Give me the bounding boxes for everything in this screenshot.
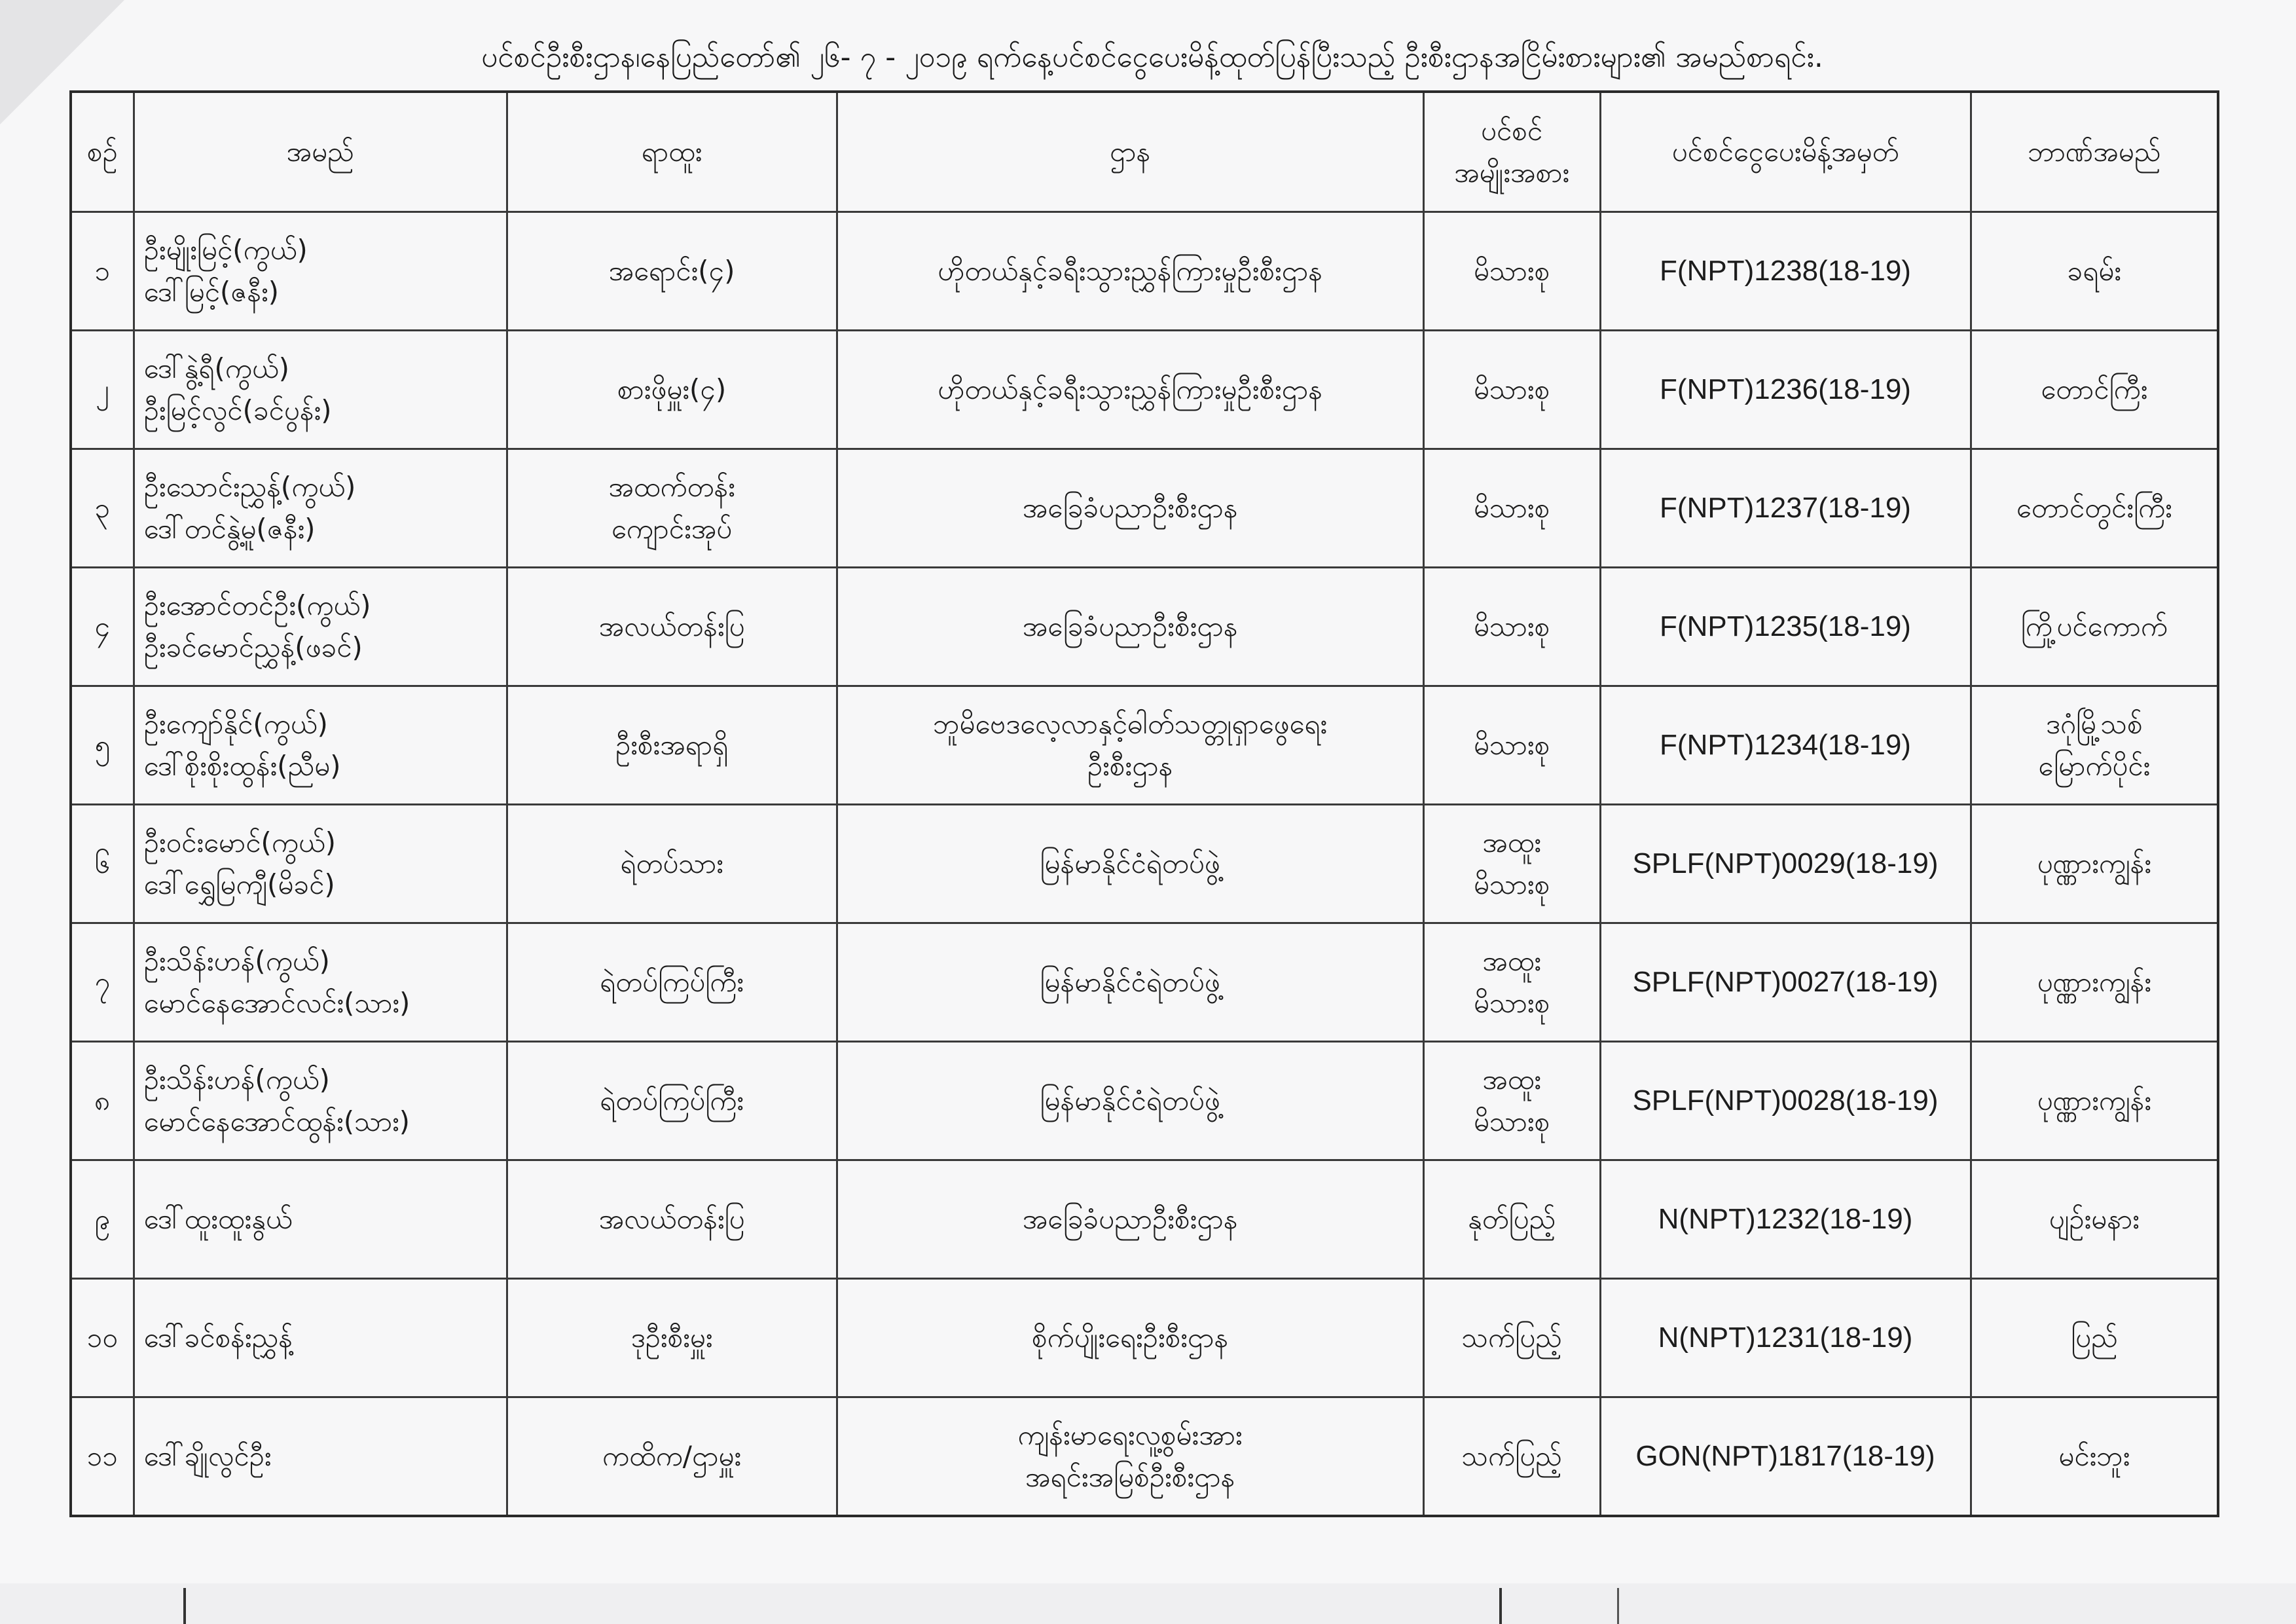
cell-license-number: F(NPT)1236(18-19) <box>1600 331 1971 449</box>
cell-license-number: N(NPT)1231(18-19) <box>1600 1279 1971 1397</box>
cell-position-line1: ဦးစီးအရာရှိ <box>615 729 729 761</box>
cell-pension-type-line1: အထူး <box>1482 945 1541 977</box>
header-pension-type <box>1423 92 1600 212</box>
cell-department-line1: ကျန်းမာရေးလူ့စွမ်းအား <box>1017 1419 1243 1451</box>
cell-name-line1: ဒေါ်နွဲ့ရီ(ကွယ်) <box>143 352 289 384</box>
cell-department <box>837 568 1423 686</box>
cell-name-line1: ဦးသိန်းဟန်(ကွယ်) <box>143 945 330 977</box>
header-license-number: ပင်စင်ငွေပေးမိန့်အမှတ် <box>1600 92 1971 212</box>
cell-name-line1: ဦးဝင်းမောင်(ကွယ်) <box>143 826 337 858</box>
cell-subject <box>1971 1279 2218 1397</box>
cell-pension-type <box>1423 331 1600 449</box>
scan-edge-line <box>183 1588 186 1624</box>
cell-subject <box>1971 212 2218 331</box>
cell-subject-line1: ပြည် <box>2070 1321 2118 1354</box>
cell-pension-type <box>1423 805 1600 923</box>
cell-license-number: SPLF(NPT)0029(18-19) <box>1600 805 1971 923</box>
header-serial-no: စဉ် <box>71 92 134 212</box>
table-row <box>71 449 2218 568</box>
cell-name-line2: ဦးမြင့်လွင်(ခင်ပွန်း) <box>143 394 332 426</box>
cell-pension-type-line1: မိသားစု <box>1473 255 1550 287</box>
header-name: အမည် <box>134 92 507 212</box>
cell-position-line1: ရဲတပ်ကြပ်ကြီး <box>600 1084 744 1116</box>
cell-position <box>507 449 837 568</box>
cell-pension-type <box>1423 1042 1600 1160</box>
cell-position <box>507 1397 837 1517</box>
table-row <box>71 331 2218 449</box>
cell-pension-type <box>1423 1160 1600 1279</box>
cell-position <box>507 686 837 805</box>
header-pension-type-line1: ပင်စင် <box>1480 115 1543 147</box>
cell-position-line1: အရောင်း(၄) <box>608 255 735 287</box>
header-position: ရာထူး <box>507 92 837 212</box>
cell-position-line1: အထက်တန်း <box>608 471 735 503</box>
cell-pension-type-line2: မိသားစု <box>1473 868 1550 900</box>
cell-pension-type-line1: နုတ်ပြည့် <box>1467 1203 1556 1235</box>
table-header <box>71 92 2218 212</box>
cell-name-line2: ဒေါ်စိုးစိုးထွန်း(ညီမ) <box>143 750 341 782</box>
cell-department <box>837 1160 1423 1279</box>
cell-subject <box>1971 1160 2218 1279</box>
cell-pension-type <box>1423 686 1600 805</box>
cell-department <box>837 1042 1423 1160</box>
cell-department-line1: အခြေခံပညာဦးစီးဌာန <box>1022 610 1238 642</box>
cell-serial-no: ၄ <box>71 568 134 686</box>
cell-serial-no: ၉ <box>71 1160 134 1279</box>
cell-department <box>837 331 1423 449</box>
cell-pension-type <box>1423 568 1600 686</box>
scan-edge-line <box>1617 1588 1619 1624</box>
cell-pension-type-line1: မိသားစု <box>1473 373 1550 405</box>
table-row <box>71 805 2218 923</box>
cell-subject-line1: တောင်ကြီး <box>2041 373 2148 405</box>
cell-license-number: SPLF(NPT)0028(18-19) <box>1600 1042 1971 1160</box>
cell-serial-no: ၁၀ <box>71 1279 134 1397</box>
cell-license-number: F(NPT)1237(18-19) <box>1600 449 1971 568</box>
cell-subject <box>1971 923 2218 1042</box>
cell-pension-type-line2: မိသားစု <box>1473 987 1550 1019</box>
cell-license-number: F(NPT)1238(18-19) <box>1600 212 1971 331</box>
cell-subject <box>1971 805 2218 923</box>
cell-name <box>134 805 507 923</box>
cell-name-line2: မောင်နေအောင်ထွန်း(သား) <box>143 1105 410 1137</box>
table-body <box>71 212 2218 1517</box>
cell-position-line1: ရဲတပ်သား <box>620 847 723 879</box>
cell-subject <box>1971 331 2218 449</box>
cell-position-line2: ကျောင်းအုပ် <box>611 513 733 545</box>
document-title: ပင်စင်ဦးစီးဌာန၊နေပြည်တော်၏ ၂၆- ၇ - ၂၀၁၉ ရက်နေ့ပင်စင်ငွေပေးမိန့်ထုတ်ပြန်ပြီးသည့် ဦးစီးဌာနအငြိမ်းစားများ၏ အမည်စာရင်း. <box>481 41 1823 74</box>
cell-position-line1: ဒုဦးစီးမှူး <box>630 1321 713 1354</box>
table-row <box>71 1279 2218 1397</box>
cell-name-line2: ဒေါ်မြင့်(ဇနီး) <box>143 276 280 308</box>
table-row <box>71 1160 2218 1279</box>
cell-subject <box>1971 568 2218 686</box>
cell-pension-type-line1: မိသားစု <box>1473 610 1550 642</box>
cell-name <box>134 923 507 1042</box>
cell-serial-no: ၈ <box>71 1042 134 1160</box>
table-row <box>71 1397 2218 1517</box>
cell-name <box>134 212 507 331</box>
pension-roster-table <box>69 90 2219 1517</box>
scan-bottom-strip <box>0 1583 2296 1624</box>
cell-name-line1: ဒေါ်ထူးထူးနွယ် <box>143 1203 293 1235</box>
cell-name <box>134 568 507 686</box>
cell-pension-type <box>1423 212 1600 331</box>
cell-subject-line1: မင်းဘူး <box>2058 1440 2130 1472</box>
cell-serial-no: ၇ <box>71 923 134 1042</box>
cell-pension-type <box>1423 1279 1600 1397</box>
cell-department-line2: အရင်းအမြစ်ဦးစီးဌာန <box>1025 1461 1235 1493</box>
cell-name <box>134 1279 507 1397</box>
cell-name-line1: ဒေါ်ခင်စန်းညွှန့် <box>143 1321 293 1354</box>
cell-subject-line1: ပုဏ္ဏားကျွန်း <box>2037 966 2151 998</box>
scan-edge-line <box>1499 1588 1502 1624</box>
cell-subject-line1: ဒဂုံမြို့သစ် <box>2045 708 2143 740</box>
cell-department <box>837 686 1423 805</box>
cell-department-line1: ဟိုတယ်နှင့်ခရီးသွားညွှန်ကြားမှုဦးစီးဌာန <box>938 373 1322 405</box>
table-row <box>71 212 2218 331</box>
cell-department-line1: ဟိုတယ်နှင့်ခရီးသွားညွှန်ကြားမှုဦးစီးဌာန <box>938 255 1322 287</box>
cell-pension-type-line1: အထူး <box>1482 826 1541 858</box>
cell-department <box>837 1397 1423 1517</box>
cell-department-line1: မြန်မာနိုင်ငံရဲတပ်ဖွဲ့ <box>1040 1084 1220 1116</box>
cell-serial-no: ၅ <box>71 686 134 805</box>
cell-position <box>507 331 837 449</box>
table-row <box>71 568 2218 686</box>
cell-pension-type-line2: မိသားစု <box>1473 1105 1550 1137</box>
cell-pension-type <box>1423 449 1600 568</box>
cell-department-line1: စိုက်ပျိုးရေးဦးစီးဌာန <box>1031 1321 1229 1354</box>
cell-name <box>134 1160 507 1279</box>
cell-pension-type-line1: သက်ပြည့် <box>1461 1440 1562 1472</box>
cell-name-line1: ဦးမျိုးမြင့်(ကွယ်) <box>143 234 308 266</box>
cell-name-line2: မောင်နေအောင်လင်း(သား) <box>143 987 410 1019</box>
cell-position <box>507 568 837 686</box>
cell-name-line2: ဦးခင်မောင်ညွှန့်(ဖခင်) <box>143 631 363 663</box>
cell-department-line1: ဘူမိဗေဒလေ့လာနှင့်ဓါတ်သတ္တုရှာဖွေရေး <box>932 708 1328 740</box>
cell-subject-line1: ပုဏ္ဏားကျွန်း <box>2037 847 2151 879</box>
cell-license-number: N(NPT)1232(18-19) <box>1600 1160 1971 1279</box>
table-row <box>71 923 2218 1042</box>
cell-subject <box>1971 449 2218 568</box>
cell-license-number: SPLF(NPT)0027(18-19) <box>1600 923 1971 1042</box>
header-pension-type-line2: အမျိုးအစား <box>1454 157 1569 189</box>
cell-name <box>134 449 507 568</box>
cell-name-line1: ဦးကျော်နိုင်(ကွယ်) <box>143 708 328 740</box>
cell-position-line1: အလယ်တန်းပြ <box>598 610 745 642</box>
header-subject: ဘာဏ်အမည် <box>1971 92 2218 212</box>
cell-position <box>507 923 837 1042</box>
cell-serial-no: ၁၁ <box>71 1397 134 1517</box>
cell-position <box>507 805 837 923</box>
cell-department-line1: အခြေခံပညာဦးစီးဌာန <box>1022 1203 1238 1235</box>
cell-license-number: GON(NPT)1817(18-19) <box>1600 1397 1971 1517</box>
cell-serial-no: ၆ <box>71 805 134 923</box>
cell-position-line1: ရဲတပ်ကြပ်ကြီး <box>600 966 744 998</box>
cell-subject <box>1971 686 2218 805</box>
cell-department <box>837 212 1423 331</box>
cell-position-line1: အလယ်တန်းပြ <box>598 1203 745 1235</box>
cell-department-line1: အခြေခံပညာဦးစီးဌာန <box>1022 492 1238 524</box>
cell-pension-type <box>1423 1397 1600 1517</box>
cell-name <box>134 686 507 805</box>
cell-position-line1: ကထိက/ဌာမှူး <box>602 1440 742 1472</box>
cell-serial-no: ၂ <box>71 331 134 449</box>
cell-position <box>507 1279 837 1397</box>
cell-pension-type-line1: မိသားစု <box>1473 729 1550 761</box>
cell-subject <box>1971 1397 2218 1517</box>
cell-name <box>134 331 507 449</box>
cell-department-line1: မြန်မာနိုင်ငံရဲတပ်ဖွဲ့ <box>1040 847 1220 879</box>
cell-department <box>837 923 1423 1042</box>
cell-position-line1: စားဖိုမှူး(၄) <box>617 373 727 405</box>
cell-name <box>134 1397 507 1517</box>
cell-department <box>837 1279 1423 1397</box>
cell-department-line1: မြန်မာနိုင်ငံရဲတပ်ဖွဲ့ <box>1040 966 1220 998</box>
cell-serial-no: ၃ <box>71 449 134 568</box>
table-row <box>71 1042 2218 1160</box>
cell-name-line2: ဒေါ်ရွှေမြကျီ(မိခင်) <box>143 868 335 900</box>
cell-subject-line1: တောင်တွင်းကြီး <box>2016 492 2172 524</box>
cell-department <box>837 805 1423 923</box>
cell-license-number: F(NPT)1235(18-19) <box>1600 568 1971 686</box>
cell-position <box>507 1160 837 1279</box>
cell-subject-line1: ပျဉ်းမနား <box>2049 1203 2140 1235</box>
cell-subject-line1: ပုဏ္ဏားကျွန်း <box>2037 1084 2151 1116</box>
header-department: ဌာန <box>837 92 1423 212</box>
cell-subject <box>1971 1042 2218 1160</box>
cell-position <box>507 212 837 331</box>
cell-name-line1: ဒေါ်ချိုလွင်ဦး <box>143 1440 272 1472</box>
cell-serial-no: ၁ <box>71 212 134 331</box>
cell-pension-type-line1: အထူး <box>1482 1063 1541 1096</box>
cell-name-line1: ဦးအောင်တင်ဦး(ကွယ်) <box>143 589 371 621</box>
cell-license-number: F(NPT)1234(18-19) <box>1600 686 1971 805</box>
cell-pension-type-line1: မိသားစု <box>1473 492 1550 524</box>
cell-pension-type-line1: သက်ပြည့် <box>1461 1321 1562 1354</box>
cell-position <box>507 1042 837 1160</box>
cell-department-line2: ဦးစီးဌာန <box>1087 750 1173 782</box>
cell-subject-line1: ကြို့ပင်ကောက် <box>2020 610 2168 642</box>
cell-name-line1: ဦးသိန်းဟန်(ကွယ်) <box>143 1063 330 1096</box>
cell-subject-line1: ခရမ်း <box>2067 255 2121 287</box>
cell-subject-line2: မြောက်ပိုင်း <box>2038 750 2151 782</box>
table-row <box>71 686 2218 805</box>
cell-name-line2: ဒေါ်တင်နွဲ့မူ(ဇနီး) <box>143 513 316 545</box>
cell-name-line1: ဦးသောင်းညွှန့်(ကွယ်) <box>143 471 356 503</box>
cell-name <box>134 1042 507 1160</box>
cell-pension-type <box>1423 923 1600 1042</box>
header-row <box>71 92 2218 212</box>
cell-department <box>837 449 1423 568</box>
